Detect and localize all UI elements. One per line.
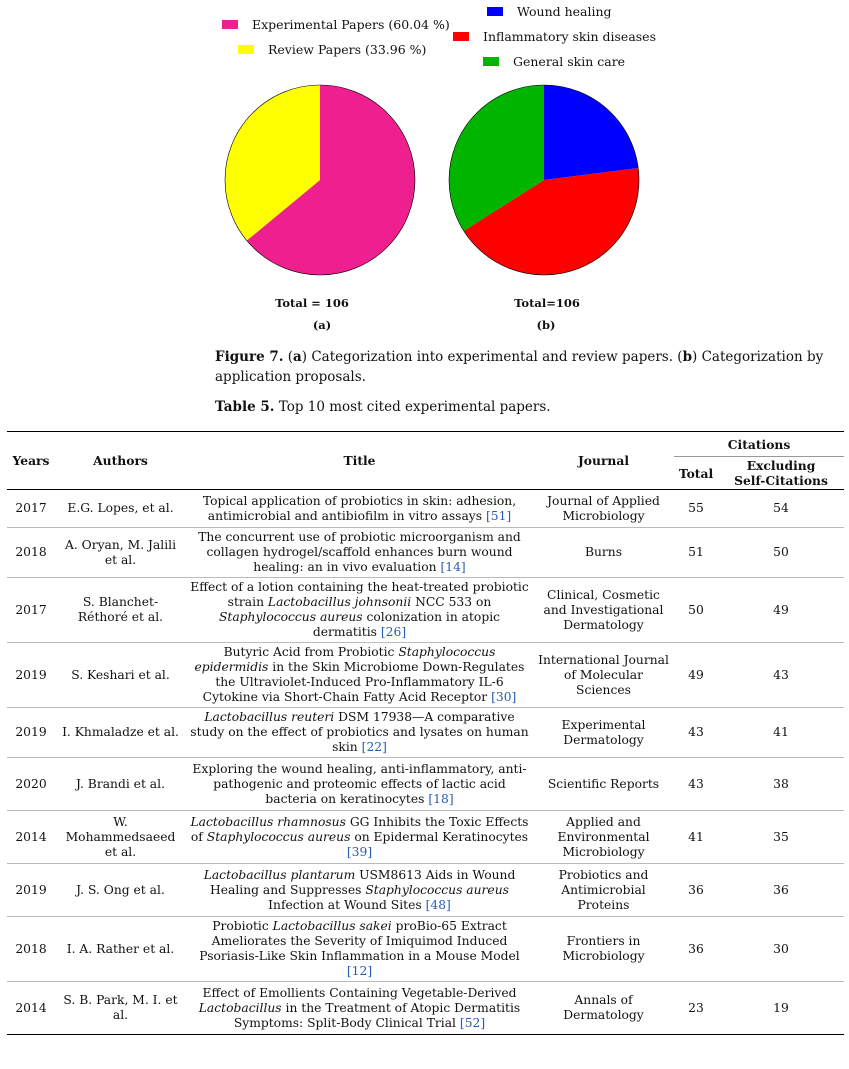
legend-label-inflammatory: Inflammatory skin diseases [483, 28, 656, 44]
title-text: Butyric Acid from Probiotic [223, 645, 399, 659]
cell-total-citations: 41 [674, 811, 718, 864]
cell-authors: S. Blanchet-Réthoré et al. [55, 578, 186, 643]
cell-journal: Clinical, Cosmetic and Investigational Dermatology [533, 578, 674, 643]
cell-year: 2019 [7, 643, 55, 708]
species-name: Staphylococcus aureus [365, 882, 509, 897]
header-authors: Authors [93, 453, 148, 468]
species-name: Lactobacillus johnsonii [267, 595, 412, 609]
pie-chart-b [434, 70, 654, 290]
header-excluding-line2: Self-Citations [734, 473, 828, 488]
title-text: proBio-65 Extract Ameliorates the Severity of Imiquimod Induced Psoriasis-Like Skin Inflammation in a Mouse Model [199, 919, 520, 963]
header-journal: Journal [577, 453, 630, 468]
title-text: USM8613 Aids in Wound Healing and Suppresses [210, 867, 516, 897]
figure-caption [215, 347, 845, 387]
reference-link[interactable]: [22] [361, 740, 387, 754]
table-row [7, 982, 844, 1035]
total-label-b: Total=106 [514, 296, 580, 310]
cell-year: 2019 [7, 864, 55, 917]
table-row [7, 708, 844, 758]
reference-link[interactable]: [30] [491, 690, 517, 704]
table-caption [215, 399, 551, 415]
cell-total-citations: 50 [674, 578, 718, 643]
cell-title [186, 490, 533, 528]
cell-total-citations: 23 [674, 982, 718, 1035]
species-name: Lactobacillus rhamnosus [190, 814, 346, 829]
cell-total-citations: 43 [674, 708, 718, 758]
cell-excluding-self-citations: 30 [718, 917, 844, 982]
cell-journal: Experimental Dermatology [533, 708, 674, 758]
table-row [7, 643, 844, 708]
title-text: DSM 17938—A comparative study on the effect of probiotics and lysates on human skin [190, 710, 529, 754]
species-name: Lactobacillus plantarum [203, 867, 356, 882]
legend-swatch-inflammatory [453, 32, 469, 41]
title-text: Topical application of probiotics in skin: adhesion, antimicrobial and antibiofilm in vitro assays [202, 493, 517, 523]
reference-link[interactable]: [51] [485, 508, 512, 523]
legend-item-wound-healing [487, 4, 612, 18]
cell-title [186, 758, 533, 811]
caption-text: ) Categorization into experimental and review papers. ( [301, 349, 683, 365]
table-row [7, 758, 844, 811]
legend-swatch-general-skin-care [483, 57, 499, 66]
cell-journal: Scientific Reports [533, 758, 674, 811]
title-text: Effect of a lotion containing the heat-treated probiotic strain [190, 580, 529, 609]
cell-total-citations: 51 [674, 528, 718, 578]
species-name: Staphylococcus aureus [206, 829, 351, 844]
cell-title [186, 917, 533, 982]
cell-authors: W. Mohammedsaeed et al. [55, 811, 186, 864]
cell-authors: S. Keshari et al. [55, 643, 186, 708]
legend-swatch-review [238, 45, 254, 54]
table-row [7, 917, 844, 982]
cell-journal: Burns [533, 528, 674, 578]
reference-link[interactable]: [14] [440, 560, 466, 574]
species-name: Staphylococcus epidermidis [194, 645, 496, 674]
cell-year: 2019 [7, 708, 55, 758]
cell-title [186, 528, 533, 578]
table-caption-text: Top 10 most cited experimental papers. [274, 399, 551, 415]
caption-panel-b: b [682, 349, 693, 365]
legend-label-review: Review Papers (33.96 %) [268, 41, 427, 57]
subfigure-label-a: (a) [312, 318, 332, 332]
cell-title [186, 982, 533, 1035]
citations-table [7, 431, 844, 1035]
cell-year: 2017 [7, 490, 55, 528]
legend-label-general-skin-care: General skin care [513, 53, 626, 69]
species-name: Lactobacillus sakei [272, 919, 392, 933]
legend-item-review [238, 42, 426, 56]
table-row [7, 528, 844, 578]
species-name: Lactobacillus [198, 1000, 282, 1015]
table-row [7, 578, 844, 643]
cell-authors: J. Brandi et al. [55, 758, 186, 811]
cell-year: 2018 [7, 528, 55, 578]
reference-link[interactable]: [18] [428, 791, 454, 806]
cell-journal: International Journal of Molecular Sciences [533, 643, 674, 708]
caption-text: ) Categorization by application proposals. [215, 349, 824, 385]
table-caption-prefix: Table 5. [215, 399, 275, 415]
cell-title [186, 578, 533, 643]
table-row [7, 864, 844, 917]
cell-journal: Applied and Environmental Microbiology [533, 811, 674, 864]
cell-total-citations: 49 [674, 643, 718, 708]
cell-authors: A. Oryan, M. Jalili et al. [55, 528, 186, 578]
reference-link[interactable]: [39] [346, 844, 373, 859]
cell-authors: S. B. Park, M. I. et al. [55, 982, 186, 1035]
title-text: Infection at Wound Sites [268, 897, 426, 912]
caption-text: ( [283, 349, 294, 365]
header-excluding [718, 457, 844, 490]
legend-label-wound-healing: Wound healing [517, 3, 612, 19]
cell-title [186, 643, 533, 708]
header-years: Years [12, 453, 50, 468]
subfigure-label-b: (b) [536, 318, 556, 332]
title-text: NCC 533 on [411, 595, 492, 609]
legend-label-experimental: Experimental Papers (60.04 %) [252, 16, 450, 32]
legend-swatch-wound-healing [487, 7, 503, 16]
cell-year: 2018 [7, 917, 55, 982]
cell-excluding-self-citations: 43 [718, 643, 844, 708]
header-total: Total [678, 465, 714, 481]
cell-authors: E.G. Lopes, et al. [55, 490, 186, 528]
reference-link[interactable]: [26] [380, 625, 407, 639]
cell-total-citations: 36 [674, 864, 718, 917]
title-text: colonization in atopic dermatitis [312, 610, 501, 639]
cell-excluding-self-citations: 19 [718, 982, 844, 1035]
title-text: in the Skin Microbiome Down-Regulates the Ultraviolet-Induced Pro-Inflammatory IL-6 Cytokine via Short-Chain Fatty Acid Receptor [202, 660, 525, 704]
cell-title [186, 708, 533, 758]
title-text: Exploring the wound healing, anti-inflammatory, anti-pathogenic and proteomic effects of lactic acid bacteria on keratinocytes [192, 761, 527, 806]
table-row [7, 490, 844, 528]
header-title: Title [343, 453, 376, 468]
species-name: Staphylococcus aureus [218, 610, 363, 624]
legend-item-experimental [222, 17, 450, 31]
cell-year: 2014 [7, 811, 55, 864]
cell-excluding-self-citations: 49 [718, 578, 844, 643]
cell-excluding-self-citations: 36 [718, 864, 844, 917]
title-text: on Epidermal Keratinocytes [350, 829, 529, 844]
header-excluding-line1: Excluding [746, 458, 816, 473]
legend-item-general-skin-care [483, 54, 625, 68]
cell-year: 2020 [7, 758, 55, 811]
total-label-a: Total = 106 [275, 296, 349, 310]
figure-caption-prefix: Figure 7. [215, 349, 284, 365]
cell-journal: Frontiers in Microbiology [533, 917, 674, 982]
cell-excluding-self-citations: 38 [718, 758, 844, 811]
cell-journal: Probiotics and Antimicrobial Proteins [533, 864, 674, 917]
cell-excluding-self-citations: 35 [718, 811, 844, 864]
title-text: GG Inhibits the Toxic Effects of [190, 814, 529, 844]
species-name: Lactobacillus reuteri [204, 710, 335, 724]
title-text: The concurrent use of probiotic microorganism and collagen hydrogel/scaffold enhances burn wound healing: an in vivo evaluation [198, 530, 521, 574]
cell-title [186, 864, 533, 917]
cell-excluding-self-citations: 41 [718, 708, 844, 758]
cell-excluding-self-citations: 50 [718, 528, 844, 578]
cell-year: 2017 [7, 578, 55, 643]
title-text: Probiotic [212, 919, 273, 933]
reference-link[interactable]: [48] [425, 897, 451, 912]
title-text: in the Treatment of Atopic Dermatitis Symptoms: Split-Body Clinical Trial [233, 1000, 521, 1030]
pie-chart-a [210, 70, 430, 290]
reference-link[interactable]: [52] [459, 1015, 486, 1030]
legend-item-inflammatory [453, 29, 656, 43]
cell-journal: Journal of Applied Microbiology [533, 490, 674, 528]
cell-authors: I. A. Rather et al. [55, 917, 186, 982]
cell-title [186, 811, 533, 864]
cell-total-citations: 43 [674, 758, 718, 811]
caption-panel-a: a [293, 349, 302, 365]
pie-slice-wound-healing [544, 85, 638, 180]
cell-total-citations: 55 [674, 490, 718, 528]
title-text: Effect of Emollients Containing Vegetable-Derived [202, 985, 517, 1000]
cell-year: 2014 [7, 982, 55, 1035]
cell-authors: J. S. Ong et al. [55, 864, 186, 917]
reference-link[interactable]: [12] [346, 964, 373, 978]
cell-total-citations: 36 [674, 917, 718, 982]
cell-journal: Annals of Dermatology [533, 982, 674, 1035]
cell-excluding-self-citations: 54 [718, 490, 844, 528]
legend-swatch-experimental [222, 20, 238, 29]
header-citations: Citations [674, 432, 844, 457]
cell-authors: I. Khmaladze et al. [55, 708, 186, 758]
table-row [7, 811, 844, 864]
